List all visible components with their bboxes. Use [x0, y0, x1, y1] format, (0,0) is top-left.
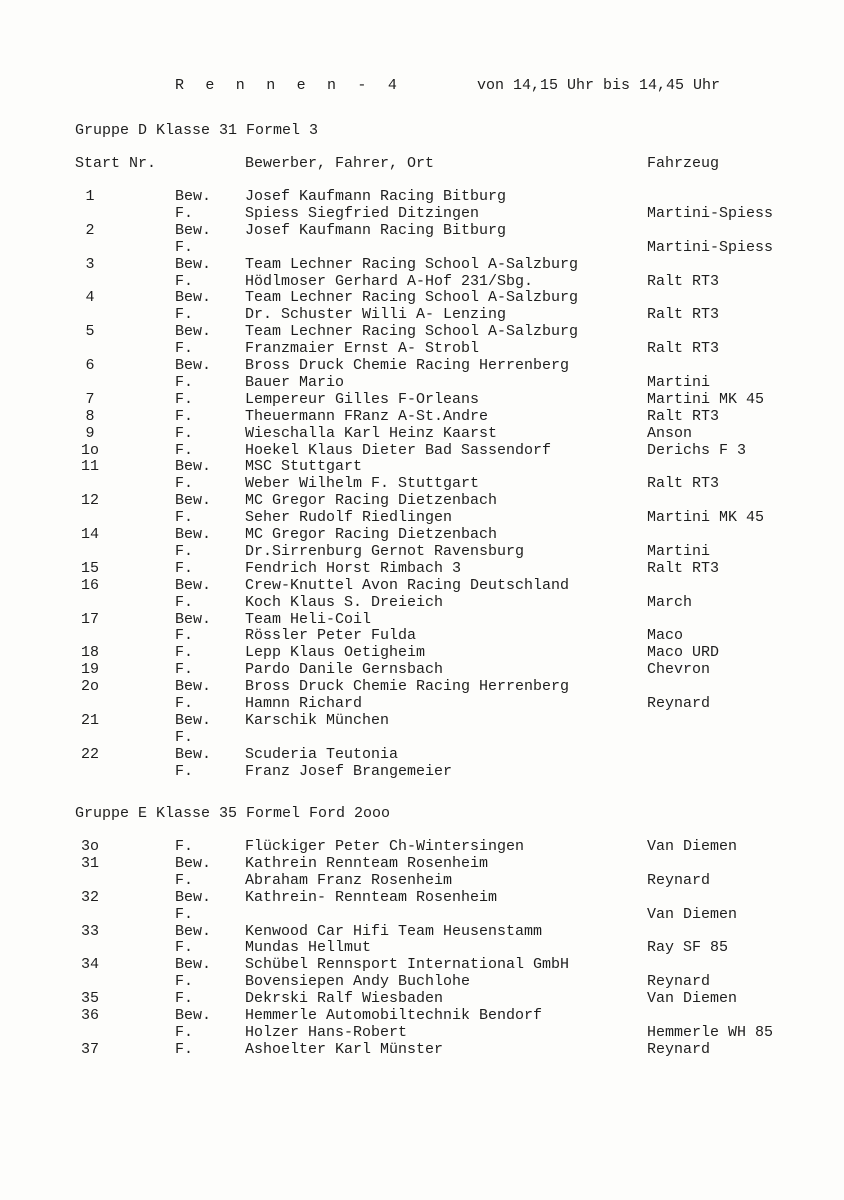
- entrant-name: Kathrein Rennteam Rosenheim: [245, 854, 489, 872]
- role-label: F.: [175, 509, 194, 527]
- start-number: 6: [85, 357, 95, 374]
- table-row: [0, 678, 844, 695]
- role-label: F.: [175, 627, 194, 645]
- role-label: F.: [175, 1040, 194, 1058]
- table-row: [0, 1007, 844, 1024]
- table-row: [0, 205, 844, 222]
- entrant-name: Wieschalla Karl Heinz Kaarst: [245, 424, 498, 442]
- column-start-nr: Start Nr.: [75, 155, 157, 172]
- entrant-name: Josef Kaufmann Racing Bitburg: [245, 221, 507, 239]
- table-row: [0, 838, 844, 855]
- table-row: [0, 509, 844, 526]
- entrant-name: Bross Druck Chemie Racing Herrenberg: [245, 357, 570, 374]
- start-number: 2: [85, 221, 95, 239]
- vehicle-name: Martini-Spiess: [647, 204, 774, 222]
- start-number: 8: [85, 407, 95, 425]
- table-row: [0, 560, 844, 577]
- entrant-name: Hemmerle Automobiltechnik Bendorf: [245, 1007, 543, 1024]
- table-row: [0, 306, 844, 323]
- entrant-name: Kathrein- Rennteam Rosenheim: [245, 888, 498, 906]
- table-row: [0, 923, 844, 940]
- table-row: [0, 442, 844, 459]
- entrant-name: Spiess Siegfried Ditzingen: [245, 204, 480, 222]
- table-row: [0, 695, 844, 712]
- entrant-name: Crew-Knuttel Avon Racing Deutschland: [245, 576, 570, 594]
- role-label: F.: [175, 593, 194, 611]
- role-label: F.: [175, 661, 194, 679]
- table-row: [0, 763, 844, 780]
- table-row: [0, 222, 844, 239]
- entrant-name: Ashoelter Karl Münster: [245, 1040, 444, 1058]
- table-row: [0, 712, 844, 729]
- role-label: F.: [175, 373, 194, 391]
- role-label: F.: [175, 424, 194, 442]
- table-row: [0, 188, 844, 205]
- table-row: [0, 594, 844, 611]
- start-number: 1: [85, 188, 95, 205]
- start-number: 36: [80, 1007, 99, 1024]
- role-label: F.: [175, 871, 194, 889]
- vehicle-name: Reynard: [647, 871, 711, 889]
- table-row: [0, 956, 844, 973]
- table-row: [0, 408, 844, 425]
- vehicle-name: Ralt RT3: [647, 340, 720, 358]
- role-label: F.: [175, 838, 194, 855]
- vehicle-name: Martini MK 45: [647, 390, 765, 408]
- entrant-name: Bross Druck Chemie Racing Herrenberg: [245, 678, 570, 696]
- role-label: F.: [175, 973, 194, 991]
- role-label: Bew.: [175, 188, 212, 205]
- start-number: 15: [80, 559, 99, 577]
- role-label: F.: [175, 204, 194, 222]
- entrant-name: Karschik München: [245, 711, 390, 729]
- vehicle-name: Ralt RT3: [647, 306, 720, 324]
- start-number: 17: [80, 610, 99, 628]
- vehicle-name: Ray SF 85: [647, 939, 729, 957]
- vehicle-name: March: [647, 593, 693, 611]
- table-row: [0, 939, 844, 956]
- entrant-name: Holzer Hans-Robert: [245, 1023, 408, 1041]
- table-row: [0, 746, 844, 763]
- role-label: Bew.: [175, 610, 212, 628]
- role-label: Bew.: [175, 745, 212, 763]
- vehicle-name: Martini: [647, 542, 711, 560]
- entrant-name: MSC Stuttgart: [245, 458, 363, 476]
- role-label: Bew.: [175, 255, 212, 273]
- start-number: 5: [85, 323, 95, 341]
- entrant-name: Hoekel Klaus Dieter Bad Sassendorf: [245, 441, 552, 459]
- role-label: Bew.: [175, 711, 212, 729]
- group-e-title: Gruppe E Klasse 35 Formel Ford 2ooo: [75, 805, 391, 822]
- entrant-name: Dekrski Ralf Wiesbaden: [245, 990, 444, 1008]
- vehicle-name: Anson: [647, 424, 693, 442]
- entrant-name: Koch Klaus S. Dreieich: [245, 593, 444, 611]
- vehicle-name: Reynard: [647, 973, 711, 991]
- start-number: 2o: [80, 678, 99, 696]
- role-label: F.: [175, 1023, 194, 1041]
- start-number: 34: [80, 956, 99, 974]
- entrant-name: Dr. Schuster Willi A- Lenzing: [245, 306, 507, 324]
- table-row: [0, 872, 844, 889]
- table-row: [0, 1024, 844, 1041]
- start-number: 31: [80, 854, 99, 872]
- table-row: [0, 458, 844, 475]
- start-number: 18: [80, 644, 99, 662]
- entrant-name: Franz Josef Brangemeier: [245, 762, 453, 780]
- vehicle-name: Maco: [647, 627, 684, 645]
- table-row: [0, 289, 844, 306]
- role-label: Bew.: [175, 458, 212, 476]
- role-label: F.: [175, 340, 194, 358]
- entrant-name: Schübel Rennsport International GmbH: [245, 956, 570, 974]
- race-title: R e n n e n - 4: [175, 77, 404, 94]
- table-row: [0, 906, 844, 923]
- entrant-name: Team Lechner Racing School A-Salzburg: [245, 323, 579, 341]
- vehicle-name: Martini: [647, 373, 711, 391]
- entrant-name: MC Gregor Racing Dietzenbach: [245, 492, 498, 510]
- table-row: [0, 729, 844, 746]
- vehicle-name: Martini-Spiess: [647, 238, 774, 256]
- start-number: 14: [80, 526, 99, 543]
- table-row: [0, 644, 844, 661]
- role-label: F.: [175, 695, 194, 712]
- start-number: 32: [80, 888, 99, 906]
- table-row: [0, 543, 844, 560]
- start-number: 22: [80, 745, 99, 763]
- role-label: Bew.: [175, 678, 212, 696]
- entrant-name: Bauer Mario: [245, 373, 345, 391]
- role-label: Bew.: [175, 289, 212, 307]
- table-row: [0, 492, 844, 509]
- table-row: [0, 374, 844, 391]
- role-label: Bew.: [175, 1007, 212, 1024]
- table-row: [0, 973, 844, 990]
- entrant-name: Flückiger Peter Ch-Wintersingen: [245, 838, 525, 855]
- table-row: [0, 526, 844, 543]
- role-label: Bew.: [175, 492, 212, 510]
- table-row: [0, 990, 844, 1007]
- role-label: F.: [175, 559, 194, 577]
- role-label: Bew.: [175, 956, 212, 974]
- entrant-name: Lempereur Gilles F-Orleans: [245, 390, 480, 408]
- vehicle-name: Van Diemen: [647, 905, 738, 923]
- entrant-name: Team Lechner Racing School A-Salzburg: [245, 255, 579, 273]
- entrant-name: Mundas Hellmut: [245, 939, 372, 957]
- start-number: 35: [80, 990, 99, 1008]
- entrant-name: Hödlmoser Gerhard A-Hof 231/Sbg.: [245, 272, 534, 290]
- column-vehicle: Fahrzeug: [647, 155, 720, 172]
- column-entrant: Bewerber, Fahrer, Ort: [245, 155, 435, 172]
- start-number: 3o: [80, 838, 99, 855]
- table-row: [0, 239, 844, 256]
- vehicle-name: Ralt RT3: [647, 407, 720, 425]
- entrant-name: Fendrich Horst Rimbach 3: [245, 559, 462, 577]
- entrant-name: Team Lechner Racing School A-Salzburg: [245, 289, 579, 307]
- table-row: [0, 627, 844, 644]
- vehicle-name: Van Diemen: [647, 990, 738, 1008]
- role-label: Bew.: [175, 922, 212, 940]
- vehicle-name: Derichs F 3: [647, 441, 747, 459]
- table-row: [0, 475, 844, 492]
- start-number: 9: [85, 424, 95, 442]
- role-label: F.: [175, 441, 194, 459]
- entrant-name: Theuermann FRanz A-St.Andre: [245, 407, 489, 425]
- start-number: 4: [85, 289, 95, 307]
- entrant-name: Seher Rudolf Riedlingen: [245, 509, 453, 527]
- role-label: F.: [175, 728, 194, 746]
- vehicle-name: Van Diemen: [647, 838, 738, 855]
- entrant-name: Bovensiepen Andy Buchlohe: [245, 973, 471, 991]
- table-row: [0, 661, 844, 678]
- role-label: F.: [175, 475, 194, 493]
- table-row: [0, 855, 844, 872]
- group-d-title: Gruppe D Klasse 31 Formel 3: [75, 122, 319, 139]
- role-label: F.: [175, 390, 194, 408]
- table-row: [0, 273, 844, 290]
- entrant-name: MC Gregor Racing Dietzenbach: [245, 526, 498, 543]
- vehicle-name: Ralt RT3: [647, 559, 720, 577]
- start-number: 1o: [80, 441, 99, 459]
- start-number: 37: [80, 1040, 99, 1058]
- role-label: F.: [175, 272, 194, 290]
- role-label: Bew.: [175, 888, 212, 906]
- role-label: F.: [175, 407, 194, 425]
- entrant-name: Pardo Danile Gernsbach: [245, 661, 444, 679]
- role-label: F.: [175, 905, 194, 923]
- entrant-name: Rössler Peter Fulda: [245, 627, 417, 645]
- start-number: 3: [85, 255, 95, 273]
- entrant-name: Dr.Sirrenburg Gernot Ravensburg: [245, 542, 525, 560]
- role-label: F.: [175, 990, 194, 1008]
- vehicle-name: Ralt RT3: [647, 272, 720, 290]
- start-number: 33: [80, 922, 99, 940]
- entrant-name: Abraham Franz Rosenheim: [245, 871, 453, 889]
- role-label: F.: [175, 939, 194, 957]
- entrant-name: Scuderia Teutonia: [245, 745, 399, 763]
- role-label: Bew.: [175, 357, 212, 374]
- table-row: [0, 340, 844, 357]
- table-row: [0, 1041, 844, 1058]
- role-label: F.: [175, 644, 194, 662]
- role-label: Bew.: [175, 221, 212, 239]
- vehicle-name: Reynard: [647, 695, 711, 712]
- race-time: von 14,15 Uhr bis 14,45 Uhr: [477, 77, 721, 94]
- vehicle-name: Martini MK 45: [647, 509, 765, 527]
- entrant-name: Franzmaier Ernst A- Strobl: [245, 340, 480, 358]
- table-row: [0, 889, 844, 906]
- table-row: [0, 323, 844, 340]
- table-row: [0, 391, 844, 408]
- vehicle-name: Maco URD: [647, 644, 720, 662]
- role-label: Bew.: [175, 854, 212, 872]
- entrant-name: Lepp Klaus Oetigheim: [245, 644, 426, 662]
- role-label: F.: [175, 542, 194, 560]
- vehicle-name: Reynard: [647, 1040, 711, 1058]
- table-row: [0, 256, 844, 273]
- table-row: [0, 577, 844, 594]
- start-number: 19: [80, 661, 99, 679]
- start-number: 7: [85, 390, 95, 408]
- role-label: F.: [175, 762, 194, 780]
- role-label: Bew.: [175, 526, 212, 543]
- table-row: [0, 611, 844, 628]
- entrant-name: Team Heli-Coil: [245, 610, 372, 628]
- start-number: 16: [80, 576, 99, 594]
- entrant-name: Weber Wilhelm F. Stuttgart: [245, 475, 480, 493]
- role-label: F.: [175, 238, 194, 256]
- start-number: 12: [80, 492, 99, 510]
- vehicle-name: Hemmerle WH 85: [647, 1023, 774, 1041]
- vehicle-name: Ralt RT3: [647, 475, 720, 493]
- entrant-name: Kenwood Car Hifi Team Heusenstamm: [245, 922, 543, 940]
- role-label: F.: [175, 306, 194, 324]
- start-number: 11: [80, 458, 99, 476]
- role-label: Bew.: [175, 323, 212, 341]
- entrant-name: Josef Kaufmann Racing Bitburg: [245, 188, 507, 205]
- vehicle-name: Chevron: [647, 661, 711, 679]
- start-number: 21: [80, 711, 99, 729]
- entrant-name: Hamnn Richard: [245, 695, 363, 712]
- table-row: [0, 357, 844, 374]
- table-row: [0, 425, 844, 442]
- role-label: Bew.: [175, 576, 212, 594]
